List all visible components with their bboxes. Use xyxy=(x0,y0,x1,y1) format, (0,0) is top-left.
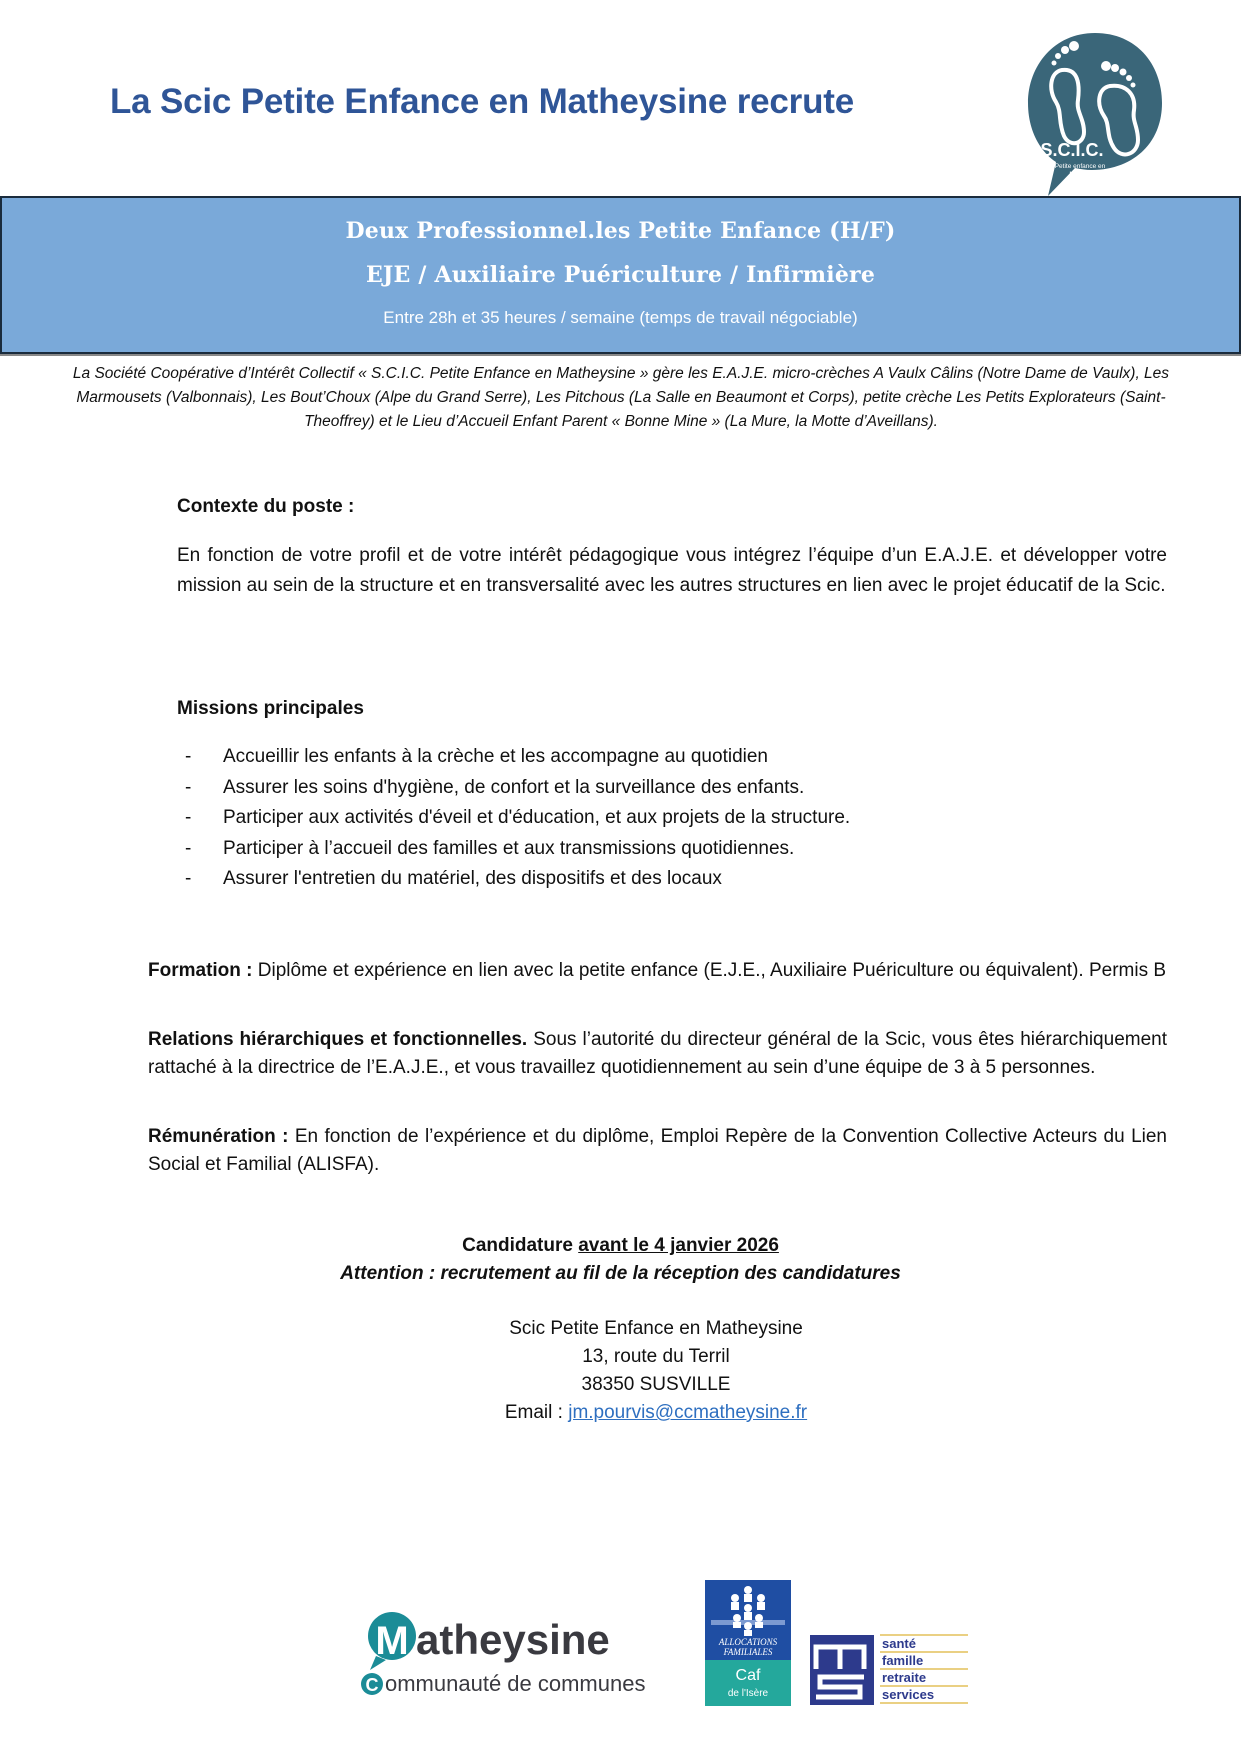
caf-logo xyxy=(705,1580,791,1706)
missions-list xyxy=(177,742,1177,895)
org-name: Scic Petite Enfance en Matheysine xyxy=(509,1318,803,1339)
bullet-dash: - xyxy=(185,776,192,798)
remuneration-paragraph: Rémunération : En fonction de l’expérience et du diplôme, Emploi Repère de la Convention Collective Acteurs du Lien Social et Familial (ALISFA). xyxy=(148,1126,1167,1175)
relations-label: Relations hiérarchiques et fonctionnelles. xyxy=(148,1029,528,1050)
svg-text:retraite: retraite xyxy=(882,1670,927,1685)
job-title: Deux Professionnel.les Petite Enfance (H/F) xyxy=(345,218,896,244)
job-hours: Entre 28h et 35 heures / semaine (temps de travail négociable) xyxy=(383,308,858,327)
bullet-dash: - xyxy=(185,837,192,859)
svg-text:atheysine: atheysine xyxy=(416,1616,610,1663)
page-title: La Scic Petite Enfance en Matheysine recrute xyxy=(110,82,854,121)
svg-text:de l'Isère: de l'Isère xyxy=(727,1688,769,1699)
svg-text:C: C xyxy=(365,1675,379,1695)
svg-text:M: M xyxy=(375,1619,409,1663)
svg-text:santé: santé xyxy=(882,1636,916,1651)
intro-paragraph: La Société Coopérative d’Intérêt Collectif « S.C.I.C. Petite Enfance en Matheysine » gère les E.A.J.E. micro-crèches A Vaulx Câlins (Notre Dame de Vaulx), Les Marmousets (Valbonnais), Les Bout’Choux (Alpe du Grand Serre), Les Pitchous (La Salle en Beaumont et Corps), petite crèche Les Petits Explorateurs (Saint-Theoffrey) et le Lieu d’Accueil Enfant Parent « Bonne Mine » (La Mure, la Motte d’Aveillans). xyxy=(72,365,1170,430)
svg-text:Petite enfance en: Petite enfance en xyxy=(1054,163,1106,170)
formation-label: Formation : xyxy=(148,960,253,981)
city: 38350 SUSVILLE xyxy=(581,1374,731,1395)
list-item: - Accueillir les enfants à la crèche et les accompagne au quotidien xyxy=(177,742,1177,773)
svg-text:S.C.I.C.: S.C.I.C. xyxy=(1040,140,1104,160)
scic-logo xyxy=(1020,28,1170,198)
svg-text:Matheysine: Matheysine xyxy=(1069,171,1103,178)
list-item: - Participer à l’accueil des familles et aux transmissions quotidiennes. xyxy=(177,834,1177,865)
msa-logo-icon xyxy=(810,1633,970,1707)
context-body: En fonction de votre profil et de votre intérêt pédagogique vous intégrez l’équipe d’un E.A.J.E. et développer votre mission au sein de la structure et en transversalité avec les autres structures en lien avec le projet éducatif de la Scic. xyxy=(177,545,1167,596)
matheysine-logo xyxy=(360,1610,680,1710)
svg-text:famille: famille xyxy=(882,1653,924,1668)
svg-text:services: services xyxy=(882,1687,935,1702)
list-item: - Participer aux activités d'éveil et d'éducation, et aux projets de la structure. xyxy=(177,803,1177,834)
svg-text:ommunauté de communes: ommunauté de communes xyxy=(385,1671,646,1696)
email-link[interactable]: jm.pourvis@ccmatheysine.fr xyxy=(568,1402,808,1423)
job-title-banner xyxy=(0,196,1241,354)
missions-heading: Missions principales xyxy=(177,698,364,719)
svg-text:Caf: Caf xyxy=(735,1667,761,1684)
caf-logo-icon xyxy=(705,1580,791,1706)
job-roles: EJE / Auxiliaire Puériculture / Infirmière xyxy=(365,262,876,288)
street: 13, route du Terril xyxy=(582,1346,730,1367)
svg-text:FAMILIALES: FAMILIALES xyxy=(723,1647,773,1657)
remuneration-label: Rémunération : xyxy=(148,1126,289,1147)
attention-note: Attention : recrutement au fil de la réception des candidatures xyxy=(340,1263,901,1284)
application-deadline: Candidature avant le 4 janvier 2026 Attention : recrutement au fil de la réception des candidatures xyxy=(0,1232,1241,1288)
context-heading: Contexte du poste : xyxy=(177,496,355,517)
bullet-dash: - xyxy=(185,807,192,828)
svg-text:ALLOCATIONS: ALLOCATIONS xyxy=(718,1637,778,1647)
matheysine-logo-icon xyxy=(360,1610,680,1710)
scic-footprints-logo-icon xyxy=(1020,28,1170,198)
bullet-dash: - xyxy=(185,868,192,889)
list-item: - Assurer les soins d'hygiène, de confort et la surveillance des enfants. xyxy=(177,773,1177,804)
contact-address: Scic Petite Enfance en Matheysine 13, route du Terril 38350 SUSVILLE Email : jm.pourvis@ccmatheysine.fr xyxy=(0,1315,1241,1427)
formation-paragraph: Formation : Diplôme et expérience en lien avec la petite enfance (E.J.E., Auxiliaire Puériculture ou équivalent). Permis B xyxy=(148,960,1167,981)
list-item: - Assurer l'entretien du matériel, des dispositifs et des locaux xyxy=(177,864,1177,895)
bullet-dash: - xyxy=(185,746,192,767)
msa-logo xyxy=(810,1633,970,1707)
deadline-date: avant le 4 janvier 2026 xyxy=(578,1235,779,1256)
relations-paragraph: Relations hiérarchiques et fonctionnelles. Sous l’autorité du directeur général de la Scic, vous êtes hiérarchiquement rattaché à la directrice de l’E.A.J.E., et vous travaillez quotidiennement au sein d’une équipe de 3 à 5 personnes. xyxy=(148,1029,1167,1078)
